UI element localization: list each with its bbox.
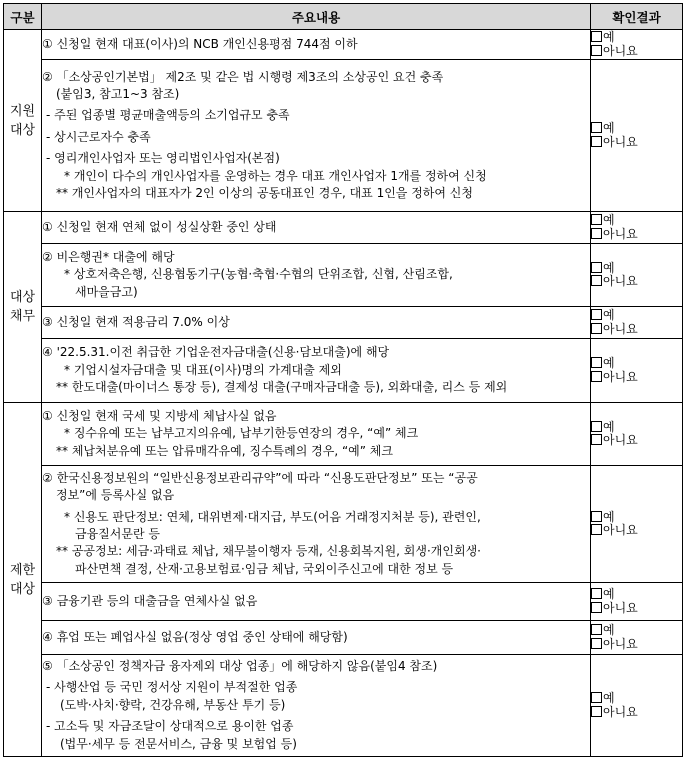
checkbox-icon <box>591 638 602 649</box>
item-text: ② 비은행권* 대출에 해당 <box>42 249 175 264</box>
restrict-row-3 <box>4 583 683 621</box>
item-text: (붙임3, 참고1~3 참조) <box>56 86 180 101</box>
restrict-item-4 <box>42 621 591 655</box>
check-cell <box>591 466 683 583</box>
restrict-item-2 <box>42 466 591 583</box>
category-label: 대상 <box>9 581 36 597</box>
item-text: ② 한국신용정보원의 “일반신용정보관리규약”에 따라 “신용도판단정보” 또는 “공공 <box>42 470 478 485</box>
yes-checkbox[interactable]: 예 <box>591 588 682 602</box>
item-text: ③ 금융기관 등의 대출금을 연체사실 없음 <box>42 593 258 608</box>
yes-checkbox[interactable]: 예 <box>591 262 682 276</box>
item-text: ① 신청일 현재 연체 없이 성실상환 중인 상태 <box>42 219 277 234</box>
loan-item-1 <box>42 212 591 244</box>
checklist-table <box>3 3 683 757</box>
check-cell <box>591 30 683 60</box>
sub-item: (법무·세무 등 전문서비스, 금융 및 보험업 등) <box>60 736 297 751</box>
no-checkbox[interactable]: 아니요 <box>591 323 682 337</box>
check-cell <box>591 403 683 466</box>
checkbox-icon <box>591 588 602 599</box>
restrict-item-3 <box>42 583 591 621</box>
check-cell <box>591 307 683 339</box>
check-cell <box>591 244 683 307</box>
item-text: ⑤ 「소상공인 정책자금 융자제외 대상 업종」에 해당하지 않음(붙임4 참조) <box>42 658 438 673</box>
checkbox-icon <box>591 421 602 432</box>
support-item-1 <box>42 30 591 60</box>
restrict-row-5 <box>4 655 683 757</box>
loan-row-4 <box>4 339 683 403</box>
item-text: ① 신청일 현재 국세 및 지방세 체납사실 없음 <box>42 408 277 423</box>
category-label: 대상 <box>9 122 36 138</box>
yes-checkbox[interactable]: 예 <box>591 421 682 435</box>
note: ** 공공정보: 세금·과태료 체납, 채무불이행자 등재, 신용회복지원, 회생·개인회생· <box>56 544 481 559</box>
checkbox-icon <box>591 511 602 522</box>
category-restrict <box>4 403 42 757</box>
note: ** 체납처분유예 또는 압류매각유예, 징수특례의 경우, “예” 체크 <box>56 443 393 458</box>
loan-row-1 <box>4 212 683 244</box>
sub-item: - 영리개인사업자 또는 영리법인사업자(본점) <box>46 151 280 166</box>
yes-checkbox[interactable]: 예 <box>591 309 682 323</box>
no-checkbox[interactable]: 아니요 <box>591 371 682 385</box>
no-checkbox[interactable]: 아니요 <box>591 434 682 448</box>
restrict-row-4 <box>4 621 683 655</box>
note: * 상호저축은행, 신용협동기구(농협·축협·수협의 단위조합, 신협, 산림조합, <box>64 267 453 282</box>
item-text: ② 「소상공인기본법」 제2조 및 같은 법 시행령 제3조의 소상공인 요건 충족 <box>42 69 444 84</box>
restrict-item-1 <box>42 403 591 466</box>
restrict-row-2 <box>4 466 683 583</box>
category-label: 제한 <box>9 562 36 578</box>
support-row-2 <box>4 60 683 212</box>
item-text: ④ '22.5.31.이전 취급한 기업운전자금대출(신용·담보대출)에 해당 <box>42 345 390 360</box>
check-cell <box>591 583 683 621</box>
note: * 징수유예 또는 납부고지의유예, 납부기한등연장의 경우, “예” 체크 <box>64 426 419 441</box>
item-text: ① 신청일 현재 대표(이사)의 NCB 개인신용평점 744점 이하 <box>42 36 358 51</box>
no-checkbox[interactable]: 아니요 <box>591 602 682 616</box>
checkbox-icon <box>591 524 602 535</box>
checkbox-icon <box>591 602 602 613</box>
note: ** 개인사업자의 대표자가 2인 이상의 공동대표인 경우, 대표 1인을 정하여 신청 <box>56 186 473 201</box>
note: 새마을금고) <box>75 284 138 299</box>
restrict-row-1 <box>4 403 683 466</box>
no-checkbox[interactable]: 아니요 <box>591 275 682 289</box>
checkbox-icon <box>591 275 602 286</box>
item-text: ③ 신청일 현재 적용금리 7.0% 이상 <box>42 314 230 329</box>
header-content: 주요내용 <box>42 4 591 30</box>
note: * 기업시설자금대출 및 대표(이사)명의 가계대출 제외 <box>64 362 342 377</box>
item-text: 정보”에 등록사실 없음 <box>56 488 175 503</box>
checkbox-icon <box>591 692 602 703</box>
checkbox-icon <box>591 371 602 382</box>
sub-item: (도박·사치·향락, 건강유해, 부동산 투기 등) <box>60 697 286 712</box>
checkbox-icon <box>591 136 602 147</box>
checkbox-icon <box>591 624 602 635</box>
yes-checkbox[interactable]: 예 <box>591 511 682 525</box>
item-text: ④ 휴업 또는 폐업사실 없음(정상 영업 중인 상태에 해당함) <box>42 629 348 644</box>
checkbox-icon <box>591 706 602 717</box>
yes-checkbox[interactable]: 예 <box>591 214 682 228</box>
no-checkbox[interactable]: 아니요 <box>591 136 682 150</box>
note: 금융질서문란 등 <box>75 527 160 541</box>
sub-item: - 사행산업 등 국민 정서상 지원이 부적절한 업종 <box>46 680 298 695</box>
yes-checkbox[interactable]: 예 <box>591 31 682 45</box>
category-support <box>4 30 42 212</box>
sub-item: - 주된 업종별 평균매출액등의 소기업규모 충족 <box>46 108 290 123</box>
category-loan <box>4 212 42 403</box>
no-checkbox[interactable]: 아니요 <box>591 706 682 720</box>
header-row <box>4 4 683 30</box>
yes-checkbox[interactable]: 예 <box>591 692 682 706</box>
category-label: 지원 <box>9 103 36 119</box>
yes-checkbox[interactable]: 예 <box>591 122 682 136</box>
checkbox-icon <box>591 434 602 445</box>
yes-checkbox[interactable]: 예 <box>591 357 682 371</box>
loan-row-3 <box>4 307 683 339</box>
no-checkbox[interactable]: 아니요 <box>591 524 682 538</box>
check-cell <box>591 621 683 655</box>
checkbox-icon <box>591 45 602 56</box>
checkbox-icon <box>591 228 602 239</box>
check-cell <box>591 60 683 212</box>
sub-item: - 고소득 및 자금조달이 상대적으로 용이한 업종 <box>46 719 294 734</box>
loan-row-2 <box>4 244 683 307</box>
checkbox-icon <box>591 357 602 368</box>
check-cell <box>591 212 683 244</box>
loan-item-3 <box>42 307 591 339</box>
no-checkbox[interactable]: 아니요 <box>591 638 682 652</box>
checkbox-icon <box>591 31 602 42</box>
note: 파산면책 결정, 산재·고용보험료·임금 체납, 국외이주신고에 대한 정보 등 <box>75 561 454 576</box>
support-item-2 <box>42 60 591 212</box>
loan-item-2 <box>42 244 591 307</box>
note: * 개인이 다수의 개인사업자를 운영하는 경우 대표 개인사업자 1개를 정하여 신청 <box>64 168 487 183</box>
yes-checkbox[interactable]: 예 <box>591 624 682 638</box>
no-checkbox[interactable]: 아니요 <box>591 228 682 242</box>
support-row-1 <box>4 30 683 60</box>
check-cell <box>591 655 683 757</box>
check-cell <box>591 339 683 403</box>
note: * 신용도 판단정보: 연체, 대위변제·대지급, 부도(어음 거래정지처분 등), 관련인, <box>64 509 481 524</box>
header-category: 구분 <box>4 4 42 30</box>
category-label: 채무 <box>9 309 36 324</box>
note: ** 한도대출(마이너스 통장 등), 결제성 대출(구매자금대출 등), 외화대출, 리스 등 제외 <box>56 380 508 395</box>
header-result: 확인결과 <box>591 4 683 30</box>
checkbox-icon <box>591 122 602 133</box>
category-label: 대상 <box>9 290 36 305</box>
checkbox-icon <box>591 323 602 334</box>
checkbox-icon <box>591 262 602 273</box>
sub-item: - 상시근로자수 충족 <box>46 129 151 144</box>
restrict-item-5 <box>42 655 591 757</box>
checkbox-icon <box>591 214 602 225</box>
checkbox-icon <box>591 309 602 320</box>
no-checkbox[interactable]: 아니요 <box>591 45 682 59</box>
loan-item-4 <box>42 339 591 403</box>
